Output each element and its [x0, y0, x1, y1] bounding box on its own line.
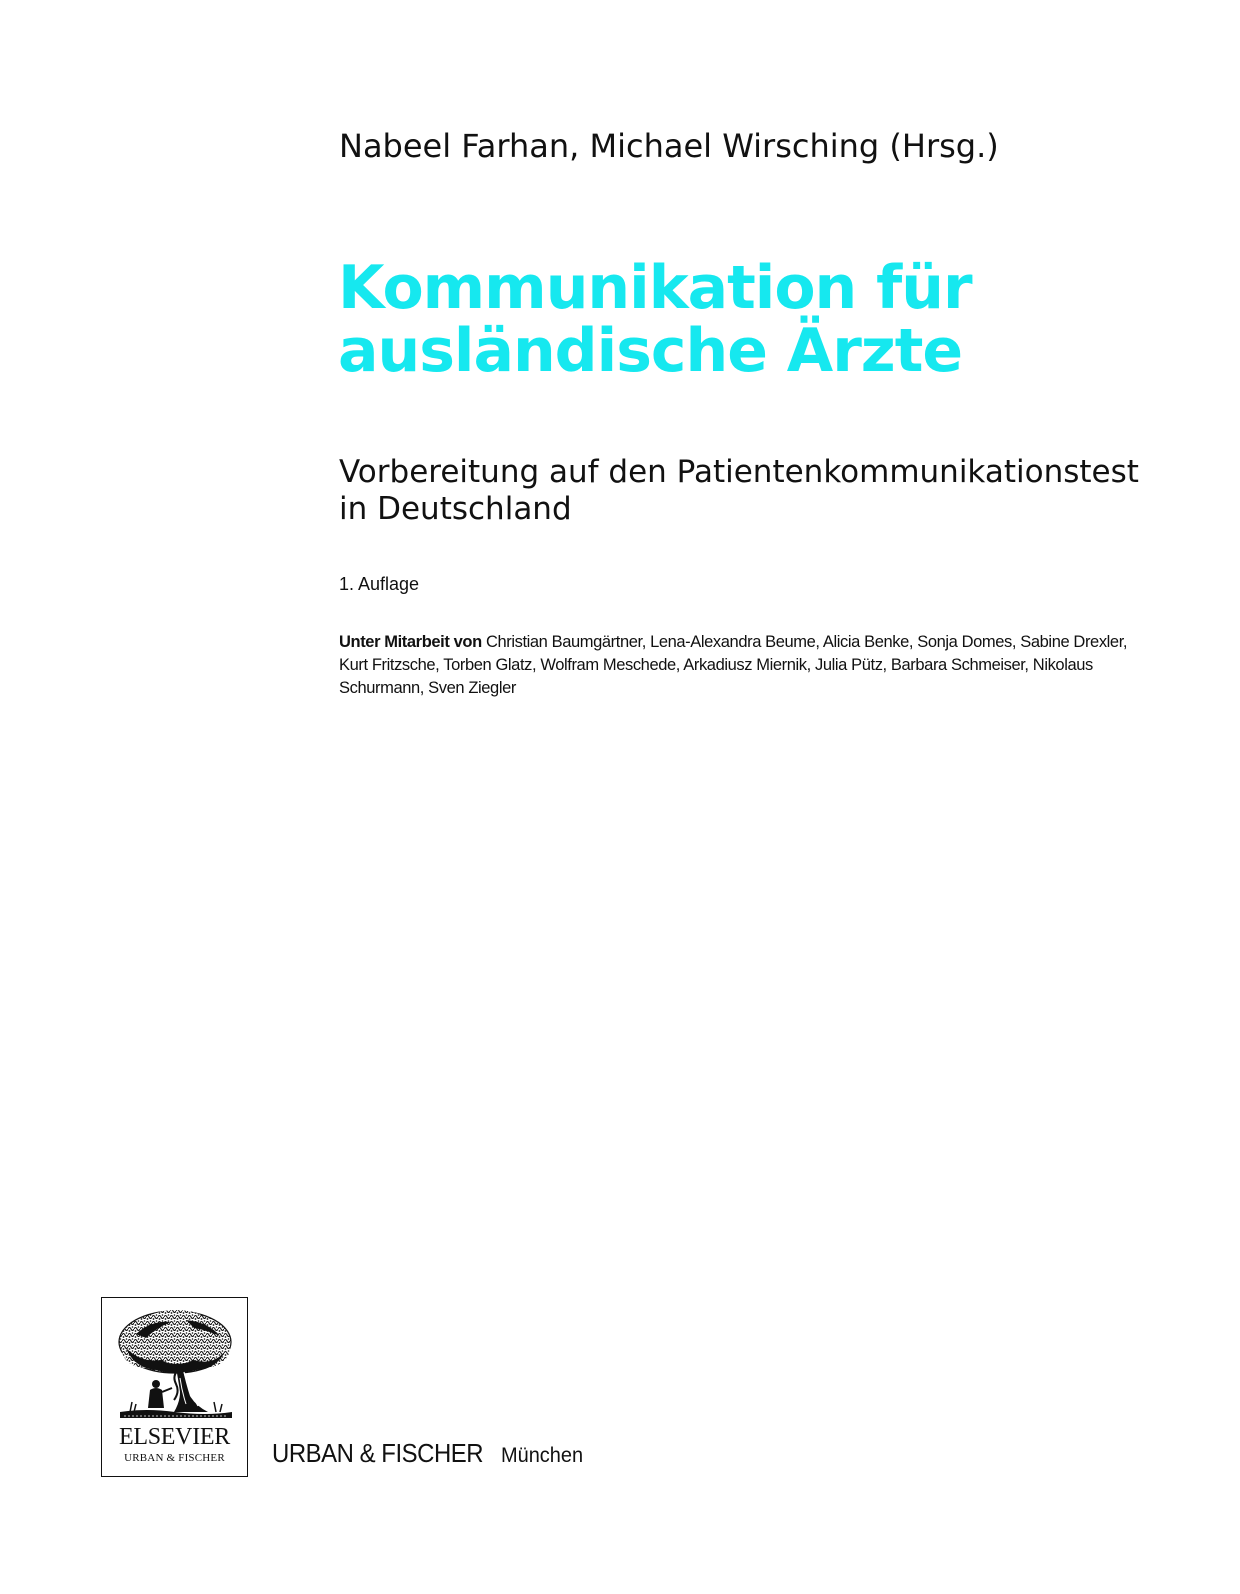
- imprint-city: München: [500, 1444, 583, 1467]
- imprint-name: URBAN & FISCHER: [272, 1438, 484, 1468]
- editors-line: Nabeel Farhan, Michael Wirsching (Hrsg.): [339, 127, 999, 165]
- contributors-line-2: Kurt Fritzsche, Torben Glatz, Wolfram Meschede, Arkadiusz Miernik, Julia Pütz, Barbara Schmeiser, Nikolaus: [339, 656, 1093, 674]
- book-title: [338, 253, 1218, 386]
- book-title-line-2: ausländische Ärzte: [338, 316, 963, 386]
- elsevier-imprint-label: URBAN & FISCHER: [124, 1452, 225, 1464]
- contributors-names-1: Christian Baumgärtner, Lena-Alexandra Beume, Alicia Benke, Sonja Domes, Sabine Drexler,: [485, 633, 1128, 651]
- book-subtitle-line-2: in Deutschland: [339, 491, 572, 527]
- elsevier-tree-icon: [116, 1308, 234, 1422]
- contributors-block: [339, 631, 1159, 700]
- publisher-imprint: [272, 1438, 587, 1469]
- book-subtitle: [339, 454, 1219, 528]
- edition-label: 1. Auflage: [339, 574, 420, 594]
- publisher-logo: [101, 1297, 248, 1477]
- book-subtitle-line-1: Vorbereitung auf den Patientenkommunikationstest: [339, 454, 1139, 490]
- contributors-line-3: Schurmann, Sven Ziegler: [339, 679, 516, 697]
- book-title-line-1: Kommunikation für: [338, 253, 972, 323]
- elsevier-wordmark: ELSEVIER: [119, 1424, 230, 1450]
- contributors-line-1: [339, 631, 1159, 654]
- contributors-label: Unter Mitarbeit von: [339, 633, 482, 651]
